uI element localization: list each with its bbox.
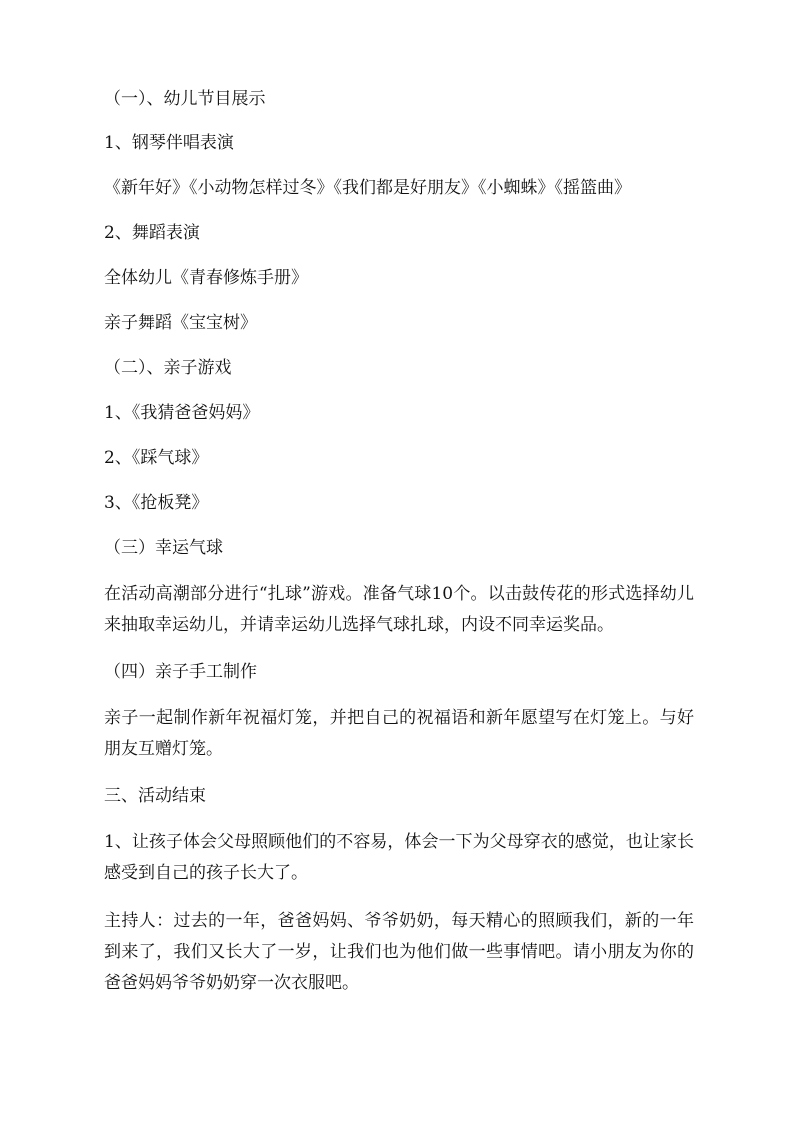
handcraft-paragraph: 亲子一起制作新年祝福灯笼，并把自己的祝福语和新年愿望写在灯笼上。与好朋友互赠灯笼。 — [104, 708, 694, 759]
song-list: 《新年好》《小动物怎样过冬》《我们都是好朋友》《小蜘蛛》《摇篮曲》 — [104, 178, 631, 198]
list-item-dance: 2、舞蹈表演 — [104, 223, 200, 243]
list-item-piano: 1、钢琴伴唱表演 — [104, 133, 234, 153]
game-item-2: 2、《踩气球》 — [104, 448, 209, 468]
dance-item-1: 全体幼儿《青春修炼手册》 — [104, 268, 308, 288]
lucky-balloon-paragraph: 在活动高潮部分进行“扎球”游戏。准备气球10个。以击鼓传花的形式选择幼儿来抽取幸运幼儿，并请幸运幼儿选择气球扎球，内设不同幸运奖品。 — [104, 584, 694, 635]
dance-item-2: 亲子舞蹈《宝宝树》 — [104, 313, 257, 333]
game-item-1: 1、《我猜爸爸妈妈》 — [104, 403, 260, 423]
section-heading-4: （四）亲子手工制作 — [104, 662, 257, 682]
section-heading-5: 三、活动结束 — [104, 786, 206, 806]
host-paragraph: 主持人：过去的一年，爸爸妈妈、爷爷奶奶，每天精心的照顾我们，新的一年到来了，我们又长大了一岁，让我们也为他们做一些事情吧。请小朋友为你的爸爸妈妈爷爷奶奶穿一次衣服吧。 — [104, 911, 694, 993]
ending-paragraph-1: 1、让孩子体会父母照顾他们的不容易，体会一下为父母穿衣的感觉，也让家长感受到自己的孩子长大了。 — [104, 832, 694, 883]
document-content — [104, 85, 694, 999]
game-item-3: 3、《抢板凳》 — [104, 493, 209, 513]
section-heading-1: （一）、幼儿节目展示 — [104, 89, 266, 109]
section-heading-2: （二）、亲子游戏 — [104, 358, 232, 378]
section-heading-3: （三）幸运气球 — [104, 538, 223, 558]
